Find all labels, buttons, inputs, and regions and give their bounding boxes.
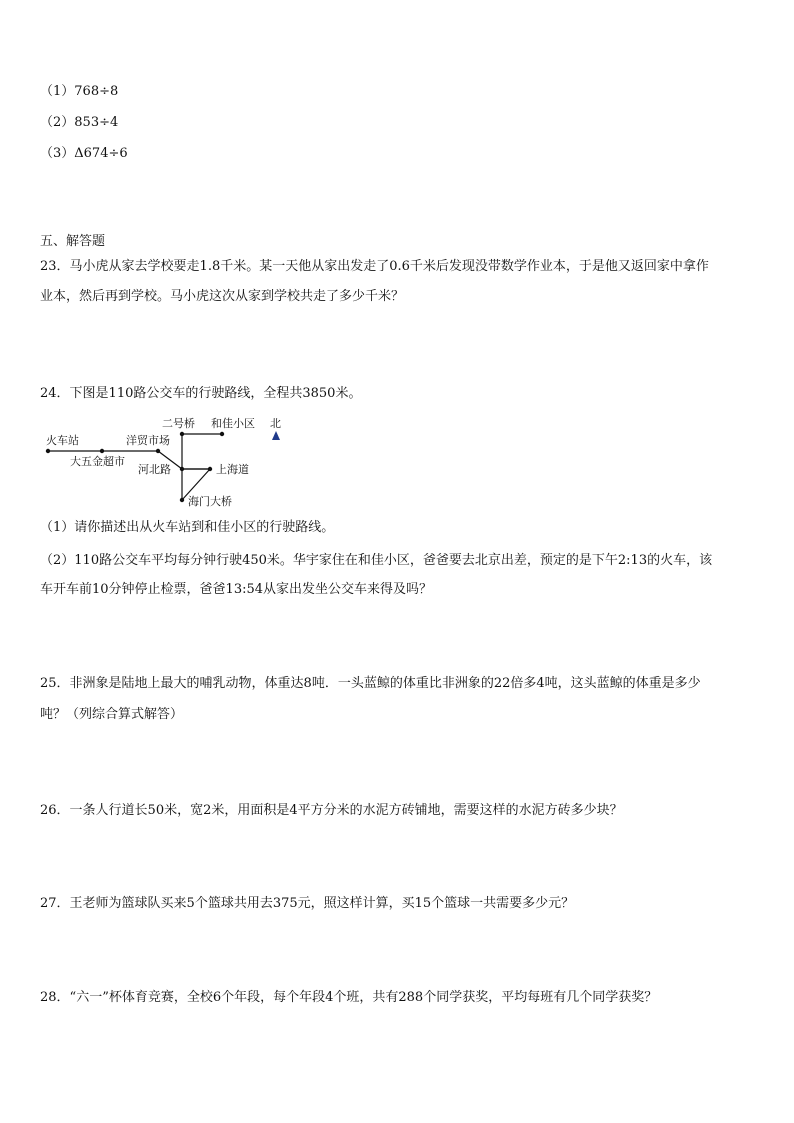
- question-23-line-2: 业本，然后再到学校。马小虎这次从家到学校共走了多少千米？: [40, 289, 405, 304]
- label-hejia: 和佳小区: [211, 417, 255, 430]
- label-north: 北: [270, 417, 281, 430]
- stop-dot-haimen: [180, 498, 184, 502]
- question-24-sub-1: （1）请你描述出从火车站到和佳小区的行驶路线。: [40, 520, 335, 535]
- north-arrow-icon: [272, 431, 280, 440]
- label-hebei: 河北路: [138, 463, 171, 476]
- stop-dot-train-station: [46, 449, 50, 453]
- label-erhaoqiao: 二号桥: [162, 417, 195, 430]
- question-24-sub-2-line-2: 车开车前10分钟停止检票，爸爸13:54从家出发坐公交车来得及吗？: [40, 582, 433, 597]
- stop-dot-hebei: [180, 467, 184, 471]
- label-yangmao: 洋贸市场: [126, 434, 170, 447]
- label-dawujin: 大五金超市: [70, 455, 125, 468]
- bus-route-diagram: [44, 414, 294, 514]
- section-title: 五、解答题: [40, 234, 106, 249]
- calc-item-1: （1）768÷8: [40, 84, 119, 99]
- question-27: 27．王老师为篮球队买来5个篮球共用去375元，照这样计算，买15个篮球一共需要多少元？: [40, 896, 575, 911]
- label-haimen: 海门大桥: [188, 495, 232, 508]
- label-train-station: 火车站: [46, 434, 79, 447]
- stop-dot-yangmao: [156, 449, 160, 453]
- stop-dot-hejia: [220, 432, 224, 436]
- calc-item-2: （2）853÷4: [40, 115, 119, 130]
- question-25-line-2: 吨？（列综合算式解答）: [40, 707, 184, 722]
- bus-route-map: [44, 414, 294, 514]
- question-25-line-1: 25．非洲象是陆地上最大的哺乳动物，体重达8吨．一头蓝鲸的体重比非洲象的22倍多4吨，这头蓝鲸的体重是多少: [40, 676, 701, 691]
- label-shanghai: 上海道: [216, 463, 249, 476]
- calc-item-3: （3）Δ674÷6: [40, 146, 128, 161]
- question-28: 28．“六一”杯体育竞赛，全校6个年段，每个年段4个班，共有288个同学获奖，平均每班有几个同学获奖？: [40, 990, 658, 1005]
- question-24-sub-2-line-1: （2）110路公交车平均每分钟行驶450米。华宇家住在和佳小区，爸爸要去北京出差，预定的是下午2:13的火车，该: [40, 553, 713, 568]
- stop-dot-erhaoqiao: [180, 432, 184, 436]
- question-23-line-1: 23．马小虎从家去学校要走1.8千米。某一天他从家出发走了0.6千米后发现没带数学作业本，于是他又返回家中拿作: [40, 259, 709, 274]
- question-24-intro: 24．下图是110路公交车的行驶路线，全程共3850米。: [40, 386, 362, 401]
- stop-dot-shanghai: [208, 467, 212, 471]
- stop-dot-dawujin: [100, 449, 104, 453]
- question-26: 26．一条人行道长50米，宽2米，用面积是4平方分米的水泥方砖铺地，需要这样的水泥方砖多少块？: [40, 803, 623, 818]
